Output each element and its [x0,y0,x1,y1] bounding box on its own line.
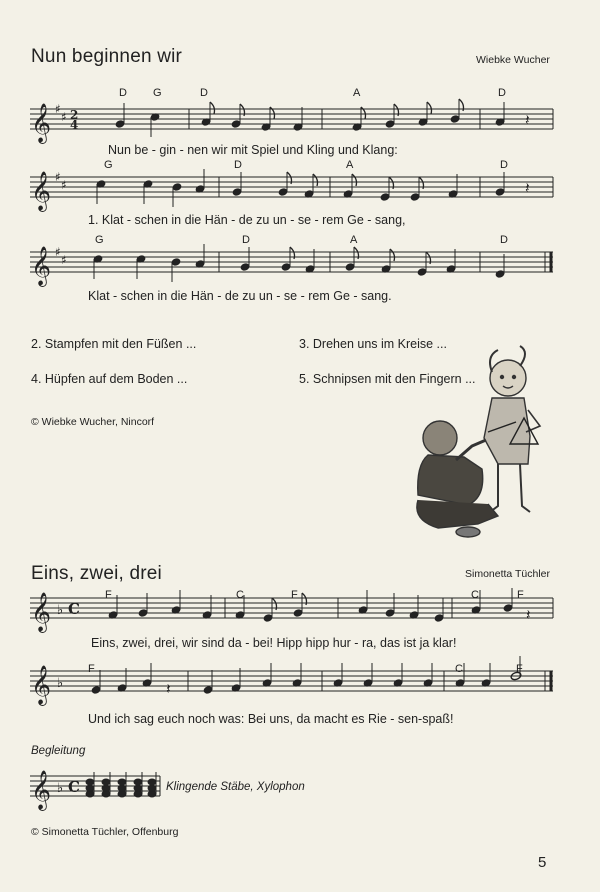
chord-symbol: D [119,87,127,99]
chord-symbol: F [105,589,112,601]
song1-lyrics-3: Klat - schen in die Hän - de zu un - se - rem Ge - sang. [88,289,392,303]
song1-lyrics-2: 1. Klat - schen in die Hän - de zu un - se - rem Ge - sang, [88,213,406,227]
verse-4: 4. Hüpfen auf dem Boden ... [31,372,188,386]
treble-clef-icon: 𝄞 [31,770,52,810]
chord-symbol: D [200,87,208,99]
chord-symbol: C [471,589,479,601]
song1-staff-3 [30,252,553,272]
chord-symbol: D [500,159,508,171]
time-sig-common: C [68,600,80,618]
chord-symbol: D [498,87,506,99]
verse-2: 2. Stampfen mit den Füßen ... [31,337,197,351]
rest-icon: 𝄽 [166,680,171,698]
chord-symbol: C [236,589,244,601]
song1-staff-1 [30,109,553,129]
rest-icon: 𝄽 [525,179,530,197]
chord-symbol: A [350,234,358,246]
song1-composer: Wiebke Wucher [476,54,550,66]
sharp-icon: ♯ [55,170,61,184]
flat-icon: ♭ [57,781,64,796]
song2-staff-2 [30,671,553,691]
treble-clef-icon: 𝄞 [31,246,52,286]
sharp-icon: ♯ [55,102,61,116]
chord-symbol: F [291,589,298,601]
chord-symbol: A [346,159,354,171]
song1-lyrics-1: Nun be - gin - nen wir mit Spiel und Kling und Klang: [108,143,398,157]
chord-symbol: A [353,87,361,99]
chord-symbol: C [455,663,463,675]
sharp-icon: ♯ [61,110,67,124]
song2-lyrics-1: Eins, zwei, drei, wir sind da - bei! Hipp hipp hur - ra, das ist ja klar! [91,636,457,650]
flat-icon: ♭ [57,603,64,618]
rest-icon: 𝄽 [525,111,530,129]
chord-symbol: F [517,589,524,601]
sharp-icon: ♯ [61,178,67,192]
song1-copyright: © Wiebke Wucher, Nincorf [31,416,155,428]
chord-symbol: F [516,663,523,675]
chord-symbol: D [234,159,242,171]
sharp-icon: ♯ [55,245,61,259]
time-sig-common: C [68,778,80,796]
chord-symbol: G [153,87,162,99]
time-sig-den: 4 [70,118,79,132]
time-sig-num: 2 [70,108,79,122]
flat-icon: ♭ [57,676,64,691]
accompaniment-text: Klingende Stäbe, Xylophon [166,781,305,793]
song2-composer: Simonetta Tüchler [465,568,551,580]
sharp-icon: ♯ [61,253,67,267]
chord-symbol: G [95,234,104,246]
song2-copyright: © Simonetta Tüchler, Offenburg [31,826,179,838]
song1-title: Nun beginnen wir [31,46,183,67]
chord-symbol: D [500,234,508,246]
treble-clef-icon: 𝄞 [31,665,52,705]
chord-symbol: D [242,234,250,246]
treble-clef-icon: 𝄞 [31,592,52,632]
song2-lyrics-2: Und ich sag euch noch was: Bei uns, da macht es Rie - sen-spaß! [88,712,454,726]
page-number: 5 [538,854,547,871]
treble-clef-icon: 𝄞 [31,171,52,211]
chord-symbol: G [104,159,113,171]
treble-clef-icon: 𝄞 [31,103,52,143]
rest-icon: 𝄽 [526,606,531,624]
song2-title: Eins, zwei, drei [31,563,162,584]
accompaniment-label: Begleitung [31,745,86,757]
verse-3: 3. Drehen uns im Kreise ... [299,337,447,351]
chord-symbol: F [88,663,95,675]
verse-5: 5. Schnipsen mit den Fingern ... [299,372,476,386]
